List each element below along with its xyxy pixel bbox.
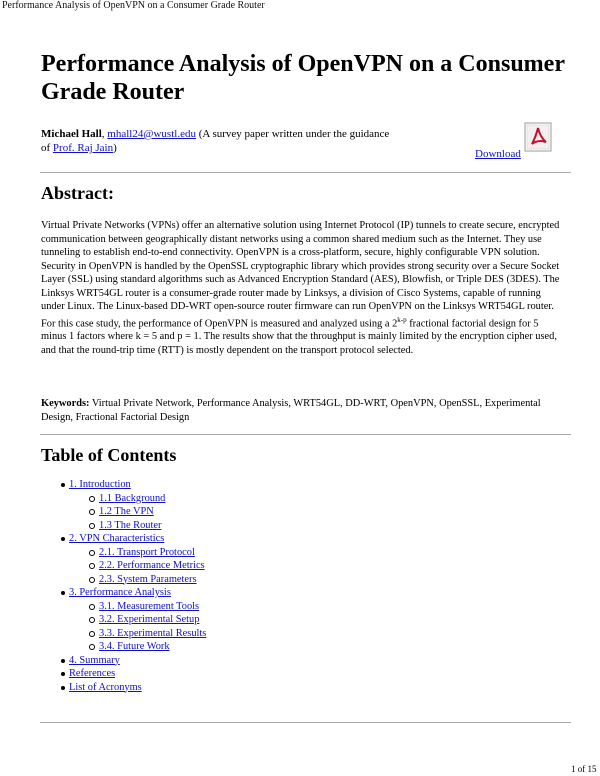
advisor-link[interactable]: Prof. Raj Jain: [52, 142, 114, 154]
toc-link-future-work[interactable]: 3.4. Future Work: [99, 641, 170, 652]
toc-subitem: [69, 640, 541, 654]
author-note-prefix: (A survey paper written under the guidance of: [41, 128, 390, 154]
toc-item: [41, 681, 541, 695]
pdf-icon[interactable]: [524, 122, 552, 152]
table-of-contents: [41, 478, 541, 694]
toc-sublist: [69, 546, 541, 587]
toc-link-experimental-results[interactable]: 3.3. Experimental Results: [99, 627, 207, 639]
toc-subitem: [69, 559, 541, 573]
keywords-label: Keywords:: [41, 398, 90, 409]
toc-subitem: [69, 613, 541, 627]
toc-link-measurement-tools[interactable]: 3.1. Measurement Tools: [99, 600, 200, 612]
toc-link-performance-analysis[interactable]: 3. Performance Analysis: [69, 587, 171, 598]
toc-link-references[interactable]: References: [69, 668, 116, 679]
toc-link-introduction[interactable]: 1. Introduction: [69, 479, 131, 490]
abstract-text-end: fractional factorial design for 5 minus 1 factors where k = 5 and p = 1. The results show that the throughput is mainly limited by the encryption cipher used, and that the round-trip time (RTT) is mostly dependent on the transport protocol selected.: [41, 317, 557, 356]
toc-link-system-parameters[interactable]: 2.3. System Parameters: [99, 573, 197, 585]
toc-item: [41, 654, 541, 668]
toc-sublist: [69, 492, 541, 533]
author-email-link[interactable]: mhall24@wustl.edu: [107, 128, 196, 140]
toc-subitem: [69, 573, 541, 587]
toc-heading: Table of Contents: [41, 445, 177, 465]
page-title: Performance Analysis of OpenVPN on a Consumer Grade Router: [41, 51, 565, 105]
toc-item: [41, 586, 541, 654]
toc-link-the-vpn[interactable]: 1.2 The VPN: [99, 506, 154, 517]
toc-subitem: [69, 519, 541, 533]
abstract-heading: Abstract:: [41, 183, 114, 203]
toc-subitem: [69, 600, 541, 614]
abstract-superscript: k-p: [397, 315, 407, 324]
author-line: [41, 127, 401, 155]
toc-link-performance-metrics[interactable]: 2.2. Performance Metrics: [99, 560, 205, 571]
toc-link-transport-protocol[interactable]: 2.1. Transport Protocol: [99, 546, 195, 558]
toc-link-background[interactable]: 1.1 Background: [99, 492, 166, 504]
toc-item: [41, 532, 541, 586]
divider-bottom: [40, 722, 571, 723]
toc-link-vpn-characteristics[interactable]: 2. VPN Characteristics: [69, 533, 165, 544]
page-indicator: 1 of 15: [571, 764, 597, 774]
toc-link-summary[interactable]: 4. Summary: [69, 654, 120, 666]
author-name: Michael Hall: [41, 128, 102, 140]
author-note-suffix: ): [113, 142, 117, 154]
toc-subitem: [69, 627, 541, 641]
toc-item: [41, 667, 541, 681]
abstract-paragraph: [41, 219, 561, 357]
toc-subitem: [69, 492, 541, 506]
toc-link-experimental-setup[interactable]: 3.2. Experimental Setup: [99, 614, 200, 625]
keywords-paragraph: [41, 397, 561, 424]
abstract-text-main: Virtual Private Networks (VPNs) offer an alternative solution using Internet Protocol (IP) tunnels to create secure, encrypted communication between geographically distant networks using a common shared medium such as the Internet. They use tunneling to establish end-to-end connectivity. OpenVPN is a cross-platform, secure, highly configurable VPN solution. Security in OpenVPN is handled by the OpenSSL cryptographic library which provides strong security over a Secure Socket Layer (SSL) using standard algorithms such as Advanced Encryption Standard (AES), Blowfish, or Triple DES (3DES). The Linksys WRT54GL router is a consumer-grade router made by Linksys, a division of Cisco Systems, capable of running under Linux. The Linux-based DD-WRT open-source router firmware can run OpenVPN on the Linksys WRT54GL router. For this case study, the performance of OpenVPN is measured and analyzed using a 2: [41, 220, 560, 329]
divider-top: [40, 172, 571, 173]
download-link[interactable]: Download: [475, 148, 521, 160]
toc-link-the-router[interactable]: 1.3 The Router: [99, 519, 162, 531]
divider-middle: [40, 434, 571, 435]
toc-item: [41, 478, 541, 532]
download-block[interactable]: [474, 122, 554, 162]
toc-list: [41, 478, 541, 694]
toc-sublist: [69, 600, 541, 654]
toc-subitem: [69, 546, 541, 560]
window-title: Performance Analysis of OpenVPN on a Consumer Grade Router: [2, 0, 265, 11]
toc-subitem: [69, 505, 541, 519]
author-separator: ,: [101, 128, 108, 140]
toc-link-list-of-acronyms[interactable]: List of Acronyms: [69, 681, 142, 693]
keywords-text: Virtual Private Network, Performance Analysis, WRT54GL, DD-WRT, OpenVPN, OpenSSL, Experimental Design, Fractional Factorial Design: [41, 398, 541, 423]
